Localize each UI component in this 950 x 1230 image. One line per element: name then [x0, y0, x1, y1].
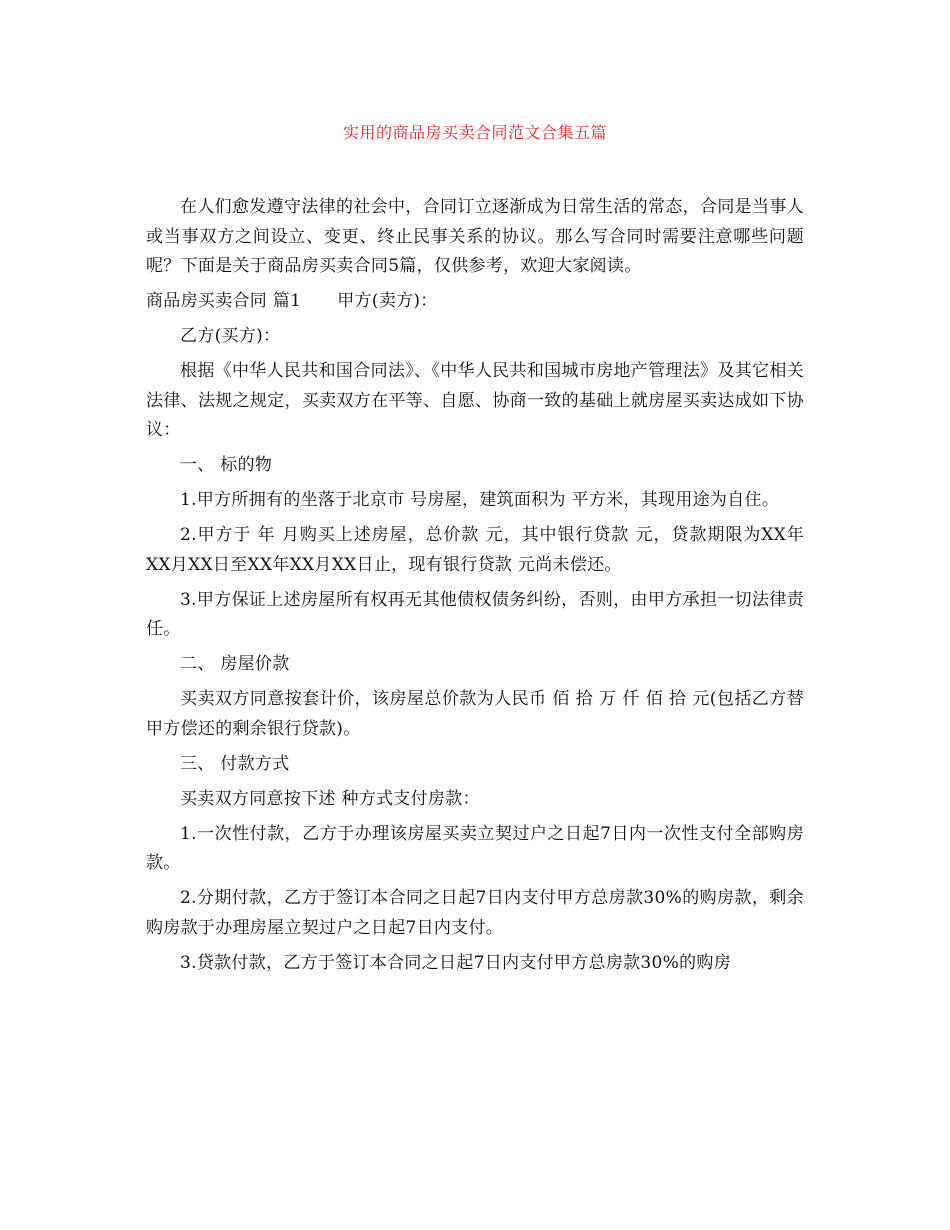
- section1-item1: 1.甲方所拥有的坐落于北京市 号房屋，建筑面积为 平方米，其现用途为自住。: [180, 490, 780, 510]
- intro-paragraph: 在人们愈发遵守法律的社会中，合同订立逐渐成为日常生活的常态，合同是当事人或当事双方之间设立、变更、终止民事关系的协议。那么写合同时需要注意哪些问题呢？下面是关于商品房买卖合同5篇，仅供参考，欢迎大家阅读。: [146, 197, 804, 276]
- section2-text: 买卖双方同意按套计价，该房屋总价款为人民币 佰 拾 万 仟 佰 拾 元(包括乙方替甲方偿还的剩余银行贷款)。: [146, 689, 804, 739]
- contract-heading: 商品房买卖合同 篇1: [146, 291, 302, 311]
- section1-title: 一、 标的物: [180, 455, 273, 475]
- section1-item3: 3.甲方保证上述房屋所有权再无其他债权债务纠纷，否则，由甲方承担一切法律责任。: [146, 589, 804, 639]
- contract-heading-line: [146, 287, 804, 317]
- section3-item1: 1.一次性付款，乙方于办理该房屋买卖立契过户之日起7日内一次性支付全部购房款。: [146, 823, 804, 873]
- basis-paragraph: 根据《中华人民共和国合同法》、《中华人民共和国城市房地产管理法》及其它相关法律、法规之规定，买卖双方在平等、自愿、协商一致的基础上就房屋买卖达成如下协议：: [146, 361, 804, 440]
- section2-title: 二、 房屋价款: [180, 654, 290, 674]
- section3-item2: 2.分期付款，乙方于签订本合同之日起7日内支付甲方总房款30%的购房款，剩余购房款于办理房屋立契过户之日起7日内支付。: [146, 888, 804, 938]
- section3-title: 三、 付款方式: [180, 753, 290, 774]
- party-a-label: 甲方(卖方)：: [337, 291, 438, 311]
- section3-item3: 3.贷款付款，乙方于签订本合同之日起7日内支付甲方总房款30%的购房: [180, 952, 732, 973]
- section1-item2: 2.甲方于 年 月购买上述房屋，总价款 元，其中银行贷款 元，贷款期限为XX年XX月XX日至XX年XX月XX日止，现有银行贷款 元尚未偿还。: [146, 525, 804, 575]
- document-title: 实用的商品房买卖合同范文合集五篇: [342, 123, 607, 142]
- section3-intro: 买卖双方同意按下述 种方式支付房款：: [180, 788, 480, 809]
- party-b-label: 乙方(买方)：: [180, 326, 281, 346]
- document-body: [146, 193, 804, 984]
